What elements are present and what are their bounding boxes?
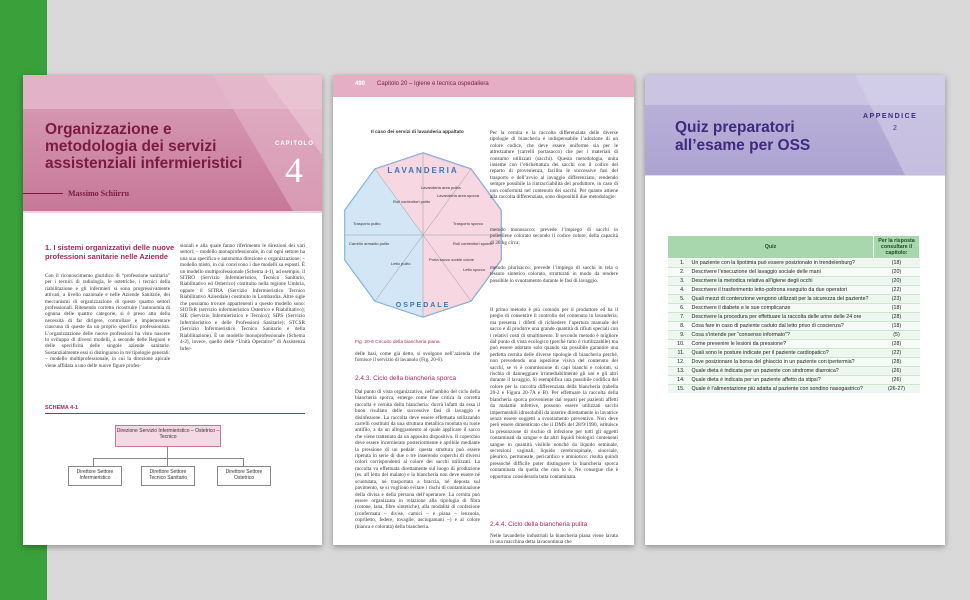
quiz-row [668,304,920,313]
header-quiz: Quiz [668,236,874,259]
body-text-right-2: Il primo metodo è più comodo per il produttore ed ha il pregio di consentire il controllo del contenuto in lavanderia; ma presenta i difetti di richiedere l’apertura manuale del sacco e di produrre una grande quantità di rifiuti speciali con i relativi costi di smaltimento. Il secondo metodo è migliore dal punto di vista ecologico (perché tutto è riutilizzabile) ma può essere adottato solo quando sia possibile garantire una perfetta cernita delle diverse tipologie di biancheria perché, non prevedendo una ispezione visiva del contenuto dei sacchi, se vi è commissione di capi bianchi e colorati, si rischia di danneggiare irrimediabilmente gli uni e gli altri durante il lavaggio. Si esemplifica una possibile codifica del colore per la raccolta differenziata della biancheria (tabella 20-2 e Figura 20-7A e B). Per effettuare la raccolta della biancheria sporca proveniente dai reparti per pazienti affetti da malattie infettive, possono essere utilizzati sacchi impermeabili idrosolubili da inserire direttamente in lavatrice senza essere soggetti a svuotamento preventivo. Non deve però essere dimenticato che il DMS del 28/9/1990, istituisce la presunzione di rischio di infezione per tutti gli oggetti contaminati da sangue e da altri liquidi biologici contenenti sangue in quantità visibile nonché da liquido seminale, secrezioni vaginali, liquido cerebrospinale, sinoviale, pleurico, peritoneale, pericardico e amniotico: risulta quindi pressoché difficile poter distinguere la biancheria sporca contaminata da quella che non lo è. Ne consegue che è opportuno considerarla tutta contaminata. [490,307,618,480]
chapter-label: CAPITOLO [275,141,314,147]
appendix-header [645,75,945,175]
quiz-number: 10. [668,340,689,349]
quiz-question: Cosa s’intende per “consenso informato”? [689,331,874,340]
diagram-segment: Porta sacco sodde colore [429,257,475,262]
section-heading: 1. I sistemi organizzativi delle nuove professioni sanitarie nelle Aziende [45,243,175,261]
appendix-label: APPENDICE [863,113,918,120]
diagram-segment: Lavanderia area sporca [437,193,480,198]
diagram-segment: Roll contenitori sporco [453,241,493,246]
quiz-chapter: (20) [874,277,920,286]
figure-title: Il caso dei servizi di lavanderia appaltato [371,130,464,135]
quiz-row [668,295,920,304]
quiz-chapter: (20) [874,268,920,277]
quiz-question: Cosa fare in caso di paziente caduto dal letto privo di coscienza? [689,322,874,331]
figure-caption: Fig. 20-6 Circuito della biancheria piana. [355,340,441,345]
schema-label: SCHEMA 4-1 [45,405,79,411]
diagram-segment: Letto pulito [391,261,411,266]
body-text-left: Dal punto di vista organizzativo, nell’ambito del ciclo della biancheria sporca, emerge come fase critica la corretta raccolta e cernita della biancheria: dovrà infatti da essa il buon risultato delle successive fasi di lavaggio e disinfezione. La raccolta deve essere effettuata utilizzando carrelli costituiti da una struttura metallica montata su ruote antifilo, a da un alloggiamento al quale applicare il sacco che viene trattenuto da un apposito dispositivo. Il coperchio deve essere incernierato posteriormente e apribile mediante la pressione di un pedale: questa struttura può essere ripetuta in serie di due o tre inserendo coperchi di diversi colori corrispondenti al colore dei sacchi utilizzati. La raccolta va effettuata direttamente sul luogo di produzione (es. all letto del malato) e la biancheria non deve essere né scuotutata, né trasportata a braccia, né deposta sul pavimento, se si vogliono evitare i rischi di contaminazione della divisa e della persona dell’operatore. La cernita può essere organizzata in relazione alla tipologia di fibra (cotone, lana, fibre sintetiche), alla modalità di confezione (confermata – divise, camici – e piana – lenzuola, copriletto, federe, tovaglie, asciugamani –) e al colore (bianca e colorata) della biancheria. [355,389,480,530]
body-text-right-1: Per la cernita e la raccolta differenziata delle diverse tipologie di biancheria è indispensabile l’adozione di un colore codice, che deve essere uniforme sia per le attrezzature (carrelli portasacco) che per i materiali di consumo utilizzati (sacchi). Questa metodologia, unita insieme con l’etichettatura dei sacchi con il codice del reparto di provenienza, facilita le successive fasi del trasporto e dell’avvio al lavaggio differenziato, rendendo sempre possibile la rintracciabilità del produttore, in caso di non conformità nel contenuto dei sacchi. Per quanto attiene alla raccolta differenziata, sono disponibili due metodologie: [490,130,618,201]
appendix-number: 2 [893,125,897,132]
schema-child-box: Direttore Settore Infermieristico [68,466,122,486]
appendix-title: Quiz preparatori all’esame per OSS [675,119,811,154]
chapter-number: 4 [285,150,303,190]
quiz-number: 3. [668,277,689,286]
diagram-segment: Lavanderia area pulita [421,185,461,190]
quiz-table-body [668,259,920,394]
quiz-row [668,376,920,385]
quiz-number: 5. [668,295,689,304]
diagram-bottom-label: OSPEDALE [395,302,451,309]
quiz-question: Un paziente con la lipotimia può essere posizionato in trendelenburg? [689,259,874,268]
page-number: 490 [355,81,366,87]
heading-243: 2.4.3. Ciclo della biancheria sporca [355,375,457,382]
quiz-chapter: (28) [874,313,920,322]
chapter-author: Massimo Schiirru [68,189,130,198]
quiz-row [668,367,920,376]
diagram-segment: Letto sporco [463,267,486,272]
header-pages: Per la risposta consultare il capitolo: [874,236,920,259]
body-text-right-3: Nelle lavanderie industriali la biancheria piana viene lavata in una macchina detta lavacontinua che [490,533,618,546]
quiz-chapter: (18) [874,322,920,331]
quiz-chapter: (18) [874,304,920,313]
quiz-chapter: (22) [874,349,920,358]
quiz-number: 15. [668,385,689,394]
quiz-row [668,385,920,394]
schema-top-box: Direzione Servizio Infermieristico – Ostetrico – Tecnico [115,425,221,447]
quiz-row [668,313,920,322]
quiz-question: Descrivere il diabete e le sue complicanze [689,304,874,313]
quiz-row [668,277,920,286]
quiz-chapter: (26-27) [874,385,920,394]
quiz-row [668,322,920,331]
bullet-plurisacco: metodo plurisacco: prevede l’impiego di sacchi in tela o tessuto sintetico colorato, strutturati in modo da rendere possibile lo svuotamento durante le fasi di lavaggio. [490,265,618,284]
quiz-row [668,286,920,295]
quiz-number: 9. [668,331,689,340]
quiz-chapter: (28) [874,340,920,349]
bullet-monosacco: metodo monosacco: prevede l’impiego di sacchi in polietilene colorato secondo il codice colore, della capacità di 20 kg circa; [490,227,618,246]
quiz-number: 11. [668,349,689,358]
diagram-top-label: LAVANDERIA [387,166,459,175]
running-header [333,75,634,97]
quiz-row [668,358,920,367]
quiz-number: 13. [668,367,689,376]
diagram-segment: Carrello armadio pulito [349,241,390,246]
running-head: Capitolo 20 – Igiene e tecnica ospedaliera [377,81,489,87]
quiz-row [668,331,920,340]
quiz-chapter: (26) [874,376,920,385]
quiz-question: Quale dieta è indicata per un paziente con sindrome diarroica? [689,367,874,376]
body-text-col2: sionali e alla quale fanno riferimento le direzioni dei vari settori; – modello monoprofessionale, in cui ogni settore ha una sua specifica e autonoma direzione e organizzazione; – modello misto, in cui convivono i due modelli su esposti. È un modello multiprofessionale (Schema 4-1), ad esempio, il SITRO (Servizio Infermieristico, Tecnico Sanitario, Riabilitativo ed Ostetrico) costituito nella regione Umbria, oppure il SITRA (Servizio Infermieristico Tecnico Riabilitativo Aziendale) costituito in Lombardia. Altre sigle che possiamo trovare appartenenti a questo modello sono: SIOTeR (servizio infermieristico Ostetrico e Riabilitativo); SIE (Servizio Infermieristico e Tecnico); SIPS (Servizio Infermieristico e delle Professioni Sanitarie); STCSR (Servizio Infermieristico Tecnico Sanitario e della Riabilitazione). È un modello monoprofessionale (Schema 4-2), invece, quello delle “Unità Operative” di Assistenza Infer- [180,243,305,352]
quiz-number: 4. [668,286,689,295]
quiz-chapter: (26) [874,367,920,376]
quiz-question: Quale dieta è indicata per un paziente affetto da stipsi? [689,376,874,385]
quiz-row [668,259,920,268]
quiz-number: 6. [668,304,689,313]
quiz-table [667,235,920,393]
schema-child-box: Direttore Settore Ostetrico [217,466,271,486]
diagram-segment: Roll contenitori pulito [393,199,431,204]
page-490 [333,75,634,545]
quiz-question: Dove posizionare la borsa del ghiaccio in un paziente con ipertermia? [689,358,874,367]
laundry-cycle-diagram [349,137,493,337]
page-chapter-4 [23,75,322,545]
quiz-chapter: (28) [874,358,920,367]
diagram-segment: Trasporto sporco [453,221,484,226]
quiz-question: Descrivere la procedura per effettuare la raccolta delle urine delle 24 ore [689,313,874,322]
quiz-number: 14. [668,376,689,385]
quiz-question: Quali mezzi di contenzione vengono utilizzati per la sicurezza del paziente? [689,295,874,304]
schema-child-box: Direttore Settore Tecnico Sanitario [141,466,195,486]
quiz-table-header [668,236,920,259]
quiz-question: Descrivere il trasferimento letto-poltrona eseguito da due operatori [689,286,874,295]
quiz-question: Quali sono le posture indicate per il paziente cardiopatico? [689,349,874,358]
quiz-chapter: (22) [874,286,920,295]
quiz-number: 12. [668,358,689,367]
quiz-question: Come prevenire le lesioni da pressione? [689,340,874,349]
page-appendix-2 [645,75,945,545]
quiz-number: 7. [668,313,689,322]
chapter-header [23,75,322,211]
quiz-number: 1. [668,259,689,268]
diagram-segment: Trasporto pulito [353,221,381,226]
quiz-chapter: (5) [874,331,920,340]
chapter-title: Organizzazione e metodologia dei servizi assistenziali infermieristici [45,121,243,172]
quiz-question: Descrivere la metodica relativa all’igiene degli occhi [689,277,874,286]
quiz-chapter: (23) [874,295,920,304]
quiz-question: Descrivere l’esecuzione del lavaggio sociale delle mani [689,268,874,277]
quiz-row [668,349,920,358]
quiz-question: Quale è l’alimentazione più adatta al paziente con sondino nasogastrico? [689,385,874,394]
body-text-left-top: delle basi, come già detto, si svolgono nell’azienda che fornisce il servizio di lavanolo (Fig. 20-6). [355,351,480,364]
heading-244: 2.4.4. Ciclo della biancheria pulita [490,521,588,528]
quiz-chapter: (18) [874,259,920,268]
body-text-col1: Con il riconoscimento giuridico di “professione sanitaria” per i tecnici di radiologia, le ostetriche, i tecnici della riabilitazione e gli infermieri si sono progressivamente attivati, a livello nazionale e nelle Aziende Sanitarie, dei meccanismi di organizzazione di queste quattro settori professionali. Ritenendo corretto ricostruire l’autonomia di ognuna delle quattro categorie, si è preso atto della necessità di far dirigere, controllare e implementare ciascuna di queste da un proprio specifico professionista. L’organizzazione delle nuove professioni ha visto nascere lo sviluppo di diversi modelli, a seconde delle Regioni e delle specificità delle singole aziende sanitarie. Sostanzialmente essi si distinguono in tre tipologie generali: – modello multiprofessionale, in cui la direzione apicale viene affidata a uno delle nuove figure profes- [45,273,170,369]
quiz-row [668,340,920,349]
quiz-row [668,268,920,277]
quiz-number: 2. [668,268,689,277]
quiz-number: 8. [668,322,689,331]
